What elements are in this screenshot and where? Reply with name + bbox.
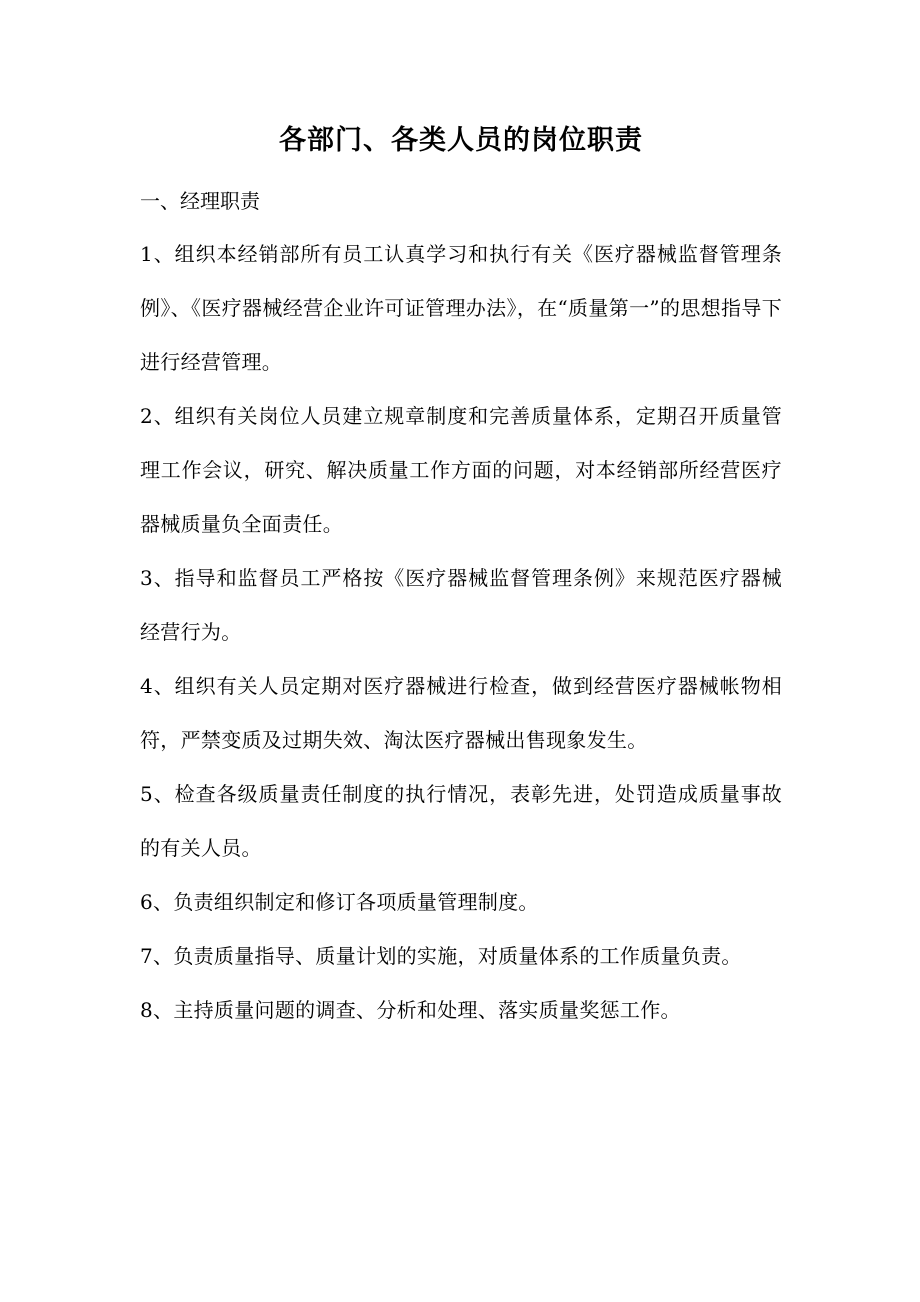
- duty-item-6: 6、负责组织制定和修订各项质量管理制度。: [140, 890, 539, 914]
- duty-item-8: 8、主持质量问题的调查、分析和处理、落实质量奖惩工作。: [140, 998, 681, 1022]
- section-heading: 一、经理职责: [140, 189, 260, 213]
- document-title: 各部门、各类人员的岗位职责: [279, 125, 643, 156]
- duty-list: [140, 227, 782, 1037]
- duty-item-2: 2、组织有关岗位人员建立规章制度和完善质量体系，定期召开质量管理工作会议，研究、解决质量工作方面的问题，对本经销部所经营医疗器械质量负全面责任。: [140, 404, 782, 536]
- duty-item-4: 4、组织有关人员定期对医疗器械进行检查，做到经营医疗器械帐物相符，严禁变质及过期失效、淘汰医疗器械出售现象发生。: [140, 674, 782, 752]
- duty-item-1: 1、组织本经销部所有员工认真学习和执行有关《医疗器械监督管理条例》、《医疗器械经营企业许可证管理办法》，在“质量第一”的思想指导下进行经营管理。: [140, 242, 782, 374]
- duty-item-5: 5、检查各级质量责任制度的执行情况，表彰先进，处罚造成质量事故的有关人员。: [140, 782, 782, 860]
- duty-item-7: 7、负责质量指导、质量计划的实施，对质量体系的工作质量负责。: [140, 944, 742, 968]
- duty-item-3: 3、指导和监督员工严格按《医疗器械监督管理条例》来规范医疗器械经营行为。: [140, 566, 782, 644]
